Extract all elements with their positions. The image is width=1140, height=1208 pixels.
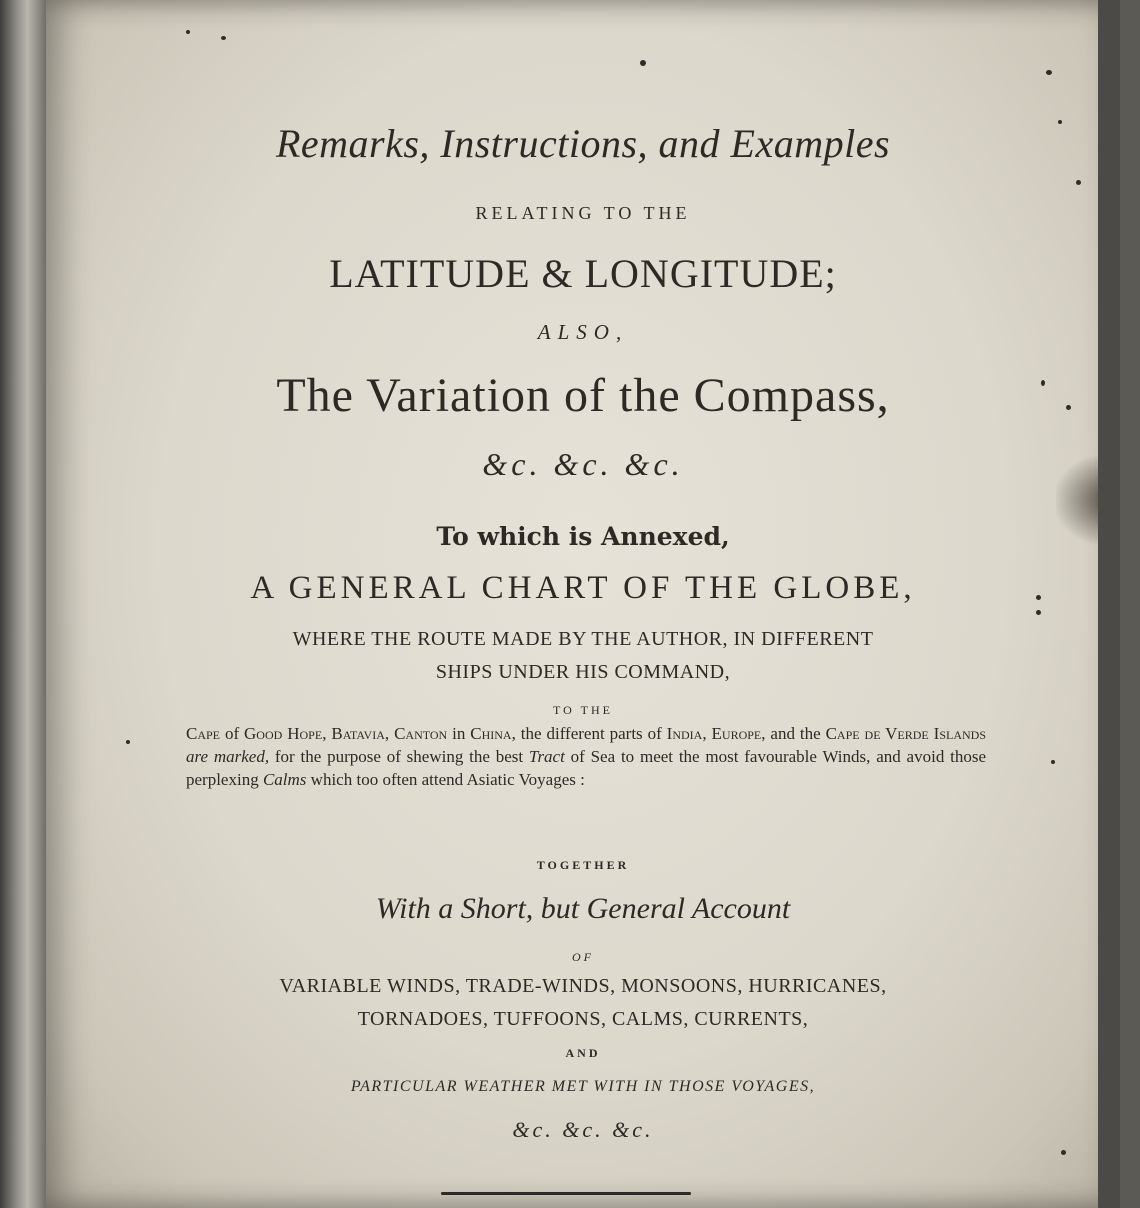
para-text: Canton (394, 724, 448, 743)
para-text: of Sea to meet the most favourable Winds, and avoid those perplexing (186, 747, 987, 789)
short-account-line: With a Short, but General Account (375, 892, 791, 925)
heading-variation-compass: The Variation of the Compass, (276, 369, 890, 422)
weather-line: PARTICULAR WEATHER MET WITH IN THOSE VOYAGES, (350, 1078, 816, 1095)
foxing-speck (126, 740, 130, 744)
para-text: Good Hope (244, 724, 323, 743)
also-label: ALSO, (537, 320, 629, 344)
title-page (46, 0, 1120, 1208)
para-text: , the different parts of (511, 724, 667, 743)
para-text: Europe (711, 724, 762, 743)
para-text: for the purpose of shewing the best (269, 747, 529, 766)
and-label: AND (565, 1046, 601, 1060)
winds-line-1: VARIABLE WINDS, TRADE-WINDS, MONSOONS, HURRICANES, (279, 975, 887, 997)
of-label: OF (572, 950, 594, 964)
para-text: in (447, 724, 471, 743)
route-line-1: WHERE THE ROUTE MADE BY THE AUTHOR, IN DIFFERENT (292, 628, 874, 650)
subtitle-relating: RELATING TO THE (475, 203, 691, 223)
foxing-speck (1036, 610, 1041, 615)
route-line-2: SHIPS UNDER HIS COMMAND, (435, 661, 731, 683)
closing-etc: &c. &c. &c. (512, 1117, 654, 1142)
foxing-speck (1051, 760, 1055, 764)
winds-line-2: TORNADOES, TUFFOONS, CALMS, CURRENTS, (357, 1008, 809, 1030)
destinations-paragraph (186, 722, 986, 791)
para-text: , and the (761, 724, 826, 743)
para-text: China (470, 724, 512, 743)
para-text: Calms (262, 770, 307, 789)
to-the-label: TO THE (553, 703, 613, 717)
foxing-speck (640, 60, 646, 66)
heading-general-chart: A GENERAL CHART OF THE GLOBE, (250, 570, 916, 606)
para-text: are marked, (186, 747, 270, 766)
foxing-speck (1061, 1150, 1066, 1155)
para-text: Cape (186, 724, 221, 743)
para-text: Tract (528, 747, 565, 766)
para-text: Cape de Verde Islands (825, 724, 987, 743)
book-binding (0, 0, 46, 1208)
para-text: which too often attend Asiatic Voyages : (306, 770, 585, 789)
foxing-speck (221, 36, 226, 40)
annexed-line: To which is Annexed, (436, 522, 730, 551)
heading-latitude-longitude: LATITUDE & LONGITUDE; (329, 251, 837, 296)
foxing-speck (1076, 180, 1081, 185)
para-text: , (384, 724, 395, 743)
para-text: Batavia (331, 724, 385, 743)
para-text: , (322, 724, 332, 743)
para-text: , (702, 724, 712, 743)
title-line: Remarks, Instructions, and Examples (275, 121, 891, 166)
para-text: of (220, 724, 245, 743)
foxing-speck (1046, 70, 1052, 75)
page-edge-shadow (1098, 0, 1120, 1208)
together-label: TOGETHER (536, 858, 630, 872)
para-text: India (666, 724, 703, 743)
decorative-rule (441, 1192, 691, 1195)
etc-line: &c. &c. &c. (482, 446, 684, 482)
foxing-speck (186, 30, 190, 34)
